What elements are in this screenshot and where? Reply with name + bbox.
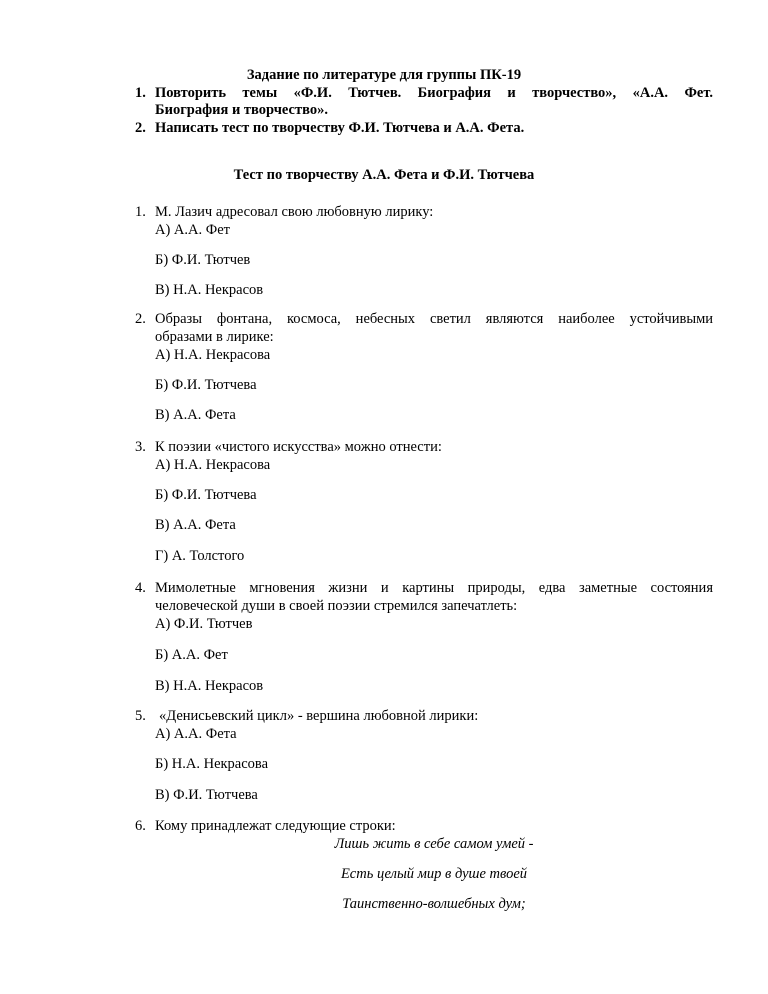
answer-option: В) Ф.И. Тютчева xyxy=(155,787,258,803)
question-text: К поэзии «чистого искусства» можно отнести: xyxy=(155,439,442,455)
task-number: 2. xyxy=(135,120,146,136)
task-text: Написать тест по творчеству Ф.И. Тютчева и А.А. Фета. xyxy=(155,120,525,136)
task-text-continued: Биография и творчество». xyxy=(155,102,328,118)
question-text: Мимолетные мгновения жизни и картины природы, едва заметные состояния xyxy=(155,580,713,596)
answer-option: В) А.А. Фета xyxy=(155,517,236,533)
test-title: Тест по творчеству А.А. Фета и Ф.И. Тютчева xyxy=(233,167,535,183)
answer-option: А) Н.А. Некрасова xyxy=(155,347,271,363)
poem-line: Лишь жить в себе самом умей - xyxy=(334,836,534,852)
poem-line: Есть целый мир в душе твоей xyxy=(340,866,528,882)
question-text: Кому принадлежат следующие строки: xyxy=(155,818,396,834)
answer-option: А) Н.А. Некрасова xyxy=(155,457,271,473)
answer-option: Б) А.А. Фет xyxy=(155,647,228,663)
answer-option: В) Н.А. Некрасов xyxy=(155,678,264,694)
answer-option: Б) Ф.И. Тютчева xyxy=(155,377,257,393)
answer-option: А) Ф.И. Тютчев xyxy=(155,616,253,632)
assignment-title: Задание по литературе для группы ПК-19 xyxy=(246,67,522,83)
answer-option: А) А.А. Фет xyxy=(155,222,230,238)
question-number: 5. xyxy=(135,708,146,724)
question-text-continued: образами в лирике: xyxy=(155,329,274,345)
answer-option: Г) А. Толстого xyxy=(155,548,245,564)
answer-option: В) Н.А. Некрасов xyxy=(155,282,264,298)
answer-option: В) А.А. Фета xyxy=(155,407,236,423)
answer-option: Б) Ф.И. Тютчев xyxy=(155,252,251,268)
question-number: 1. xyxy=(135,204,146,220)
question-text: «Денисьевский цикл» - вершина любовной лирики: xyxy=(159,708,479,724)
question-text: М. Лазич адресовал свою любовную лирику: xyxy=(155,204,434,220)
question-number: 3. xyxy=(135,439,146,455)
poem-line: Таинственно-волшебных дум; xyxy=(342,896,526,912)
answer-option: А) А.А. Фета xyxy=(155,726,237,742)
question-number: 2. xyxy=(135,311,146,327)
task-text: Повторить темы «Ф.И. Тютчев. Биография и творчество», «А.А. Фет. xyxy=(155,85,713,101)
answer-option: Б) Н.А. Некрасова xyxy=(155,756,269,772)
question-number: 4. xyxy=(135,580,146,596)
question-text-continued: человеческой души в своей поэзии стремился запечатлеть: xyxy=(155,598,518,614)
answer-option: Б) Ф.И. Тютчева xyxy=(155,487,257,503)
question-text: Образы фонтана, космоса, небесных светил являются наиболее устойчивыми xyxy=(155,311,713,327)
task-number: 1. xyxy=(135,85,146,101)
question-number: 6. xyxy=(135,818,146,834)
